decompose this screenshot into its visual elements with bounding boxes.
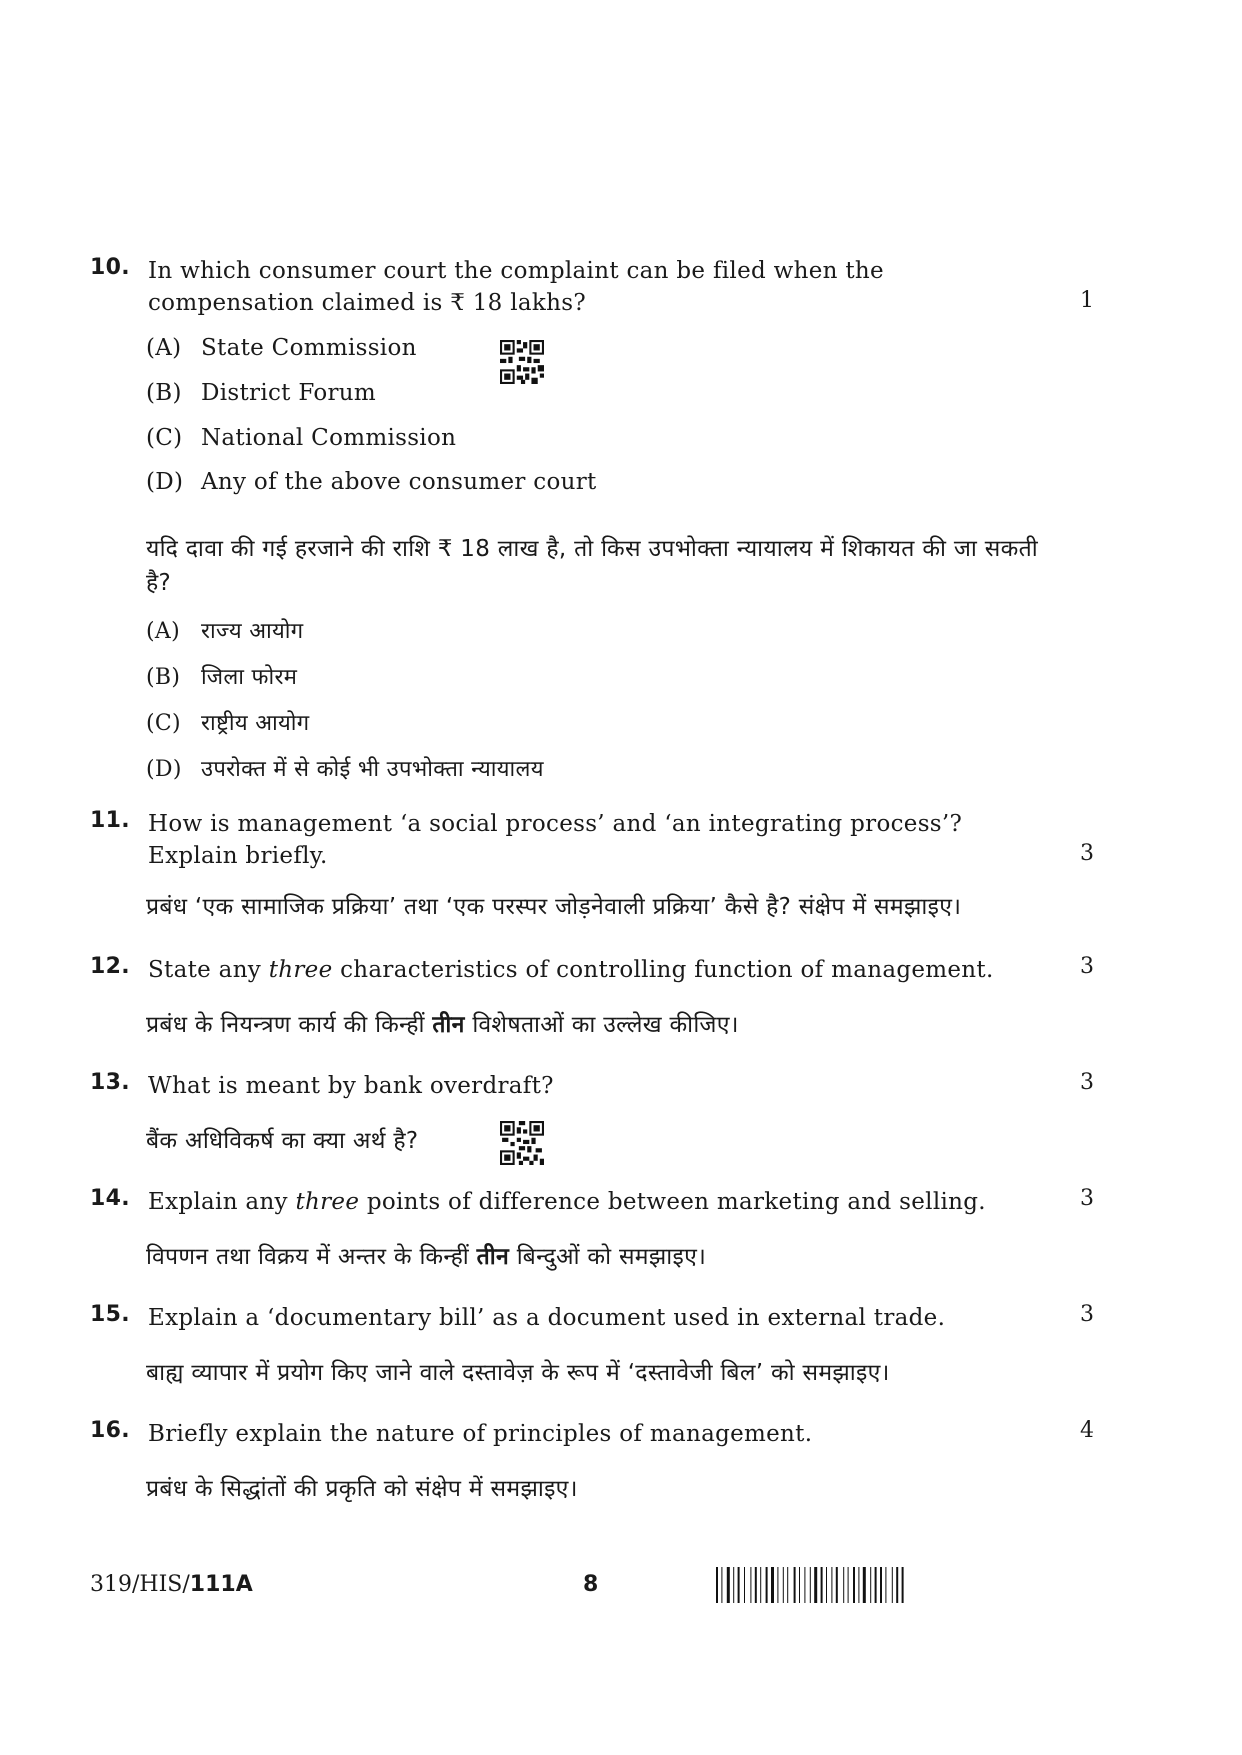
marks: 1	[1080, 288, 1095, 313]
qr-code-icon	[500, 340, 544, 384]
option-c-hindi: (C) राष्ट्रीय आयोग	[146, 711, 310, 736]
marks: 3	[1080, 954, 1095, 979]
question-text-hindi: प्रबंध ‘एक सामाजिक प्रक्रिया’ तथा ‘एक परस्पर जोड़नेवाली प्रक्रिया’ कैसे है? संक्षेप में समझाइए।	[146, 894, 962, 920]
option-a-hindi: (A) राज्य आयोग	[146, 619, 304, 644]
option-d: (D) Any of the above consumer court	[146, 469, 597, 495]
page-number: 8	[583, 1572, 599, 1597]
question-text: How is management ‘a social process’ and ‘an integrating process’? Explain briefly.	[148, 811, 963, 869]
question-text: Explain a ‘documentary bill’ as a document used in external trade.	[148, 1305, 946, 1331]
question-text-hindi: प्रबंध के नियन्त्रण कार्य की किन्हीं तीन विशेषताओं का उल्लेख कीजिए।	[146, 1012, 739, 1038]
option-b-hindi: (B) जिला फोरम	[146, 665, 298, 690]
option-d-hindi: (D) उपरोक्त में से कोई भी उपभोक्ता न्यायालय	[146, 757, 544, 782]
marks: 4	[1080, 1418, 1095, 1443]
paper-code: 319/HIS/111A	[90, 1572, 253, 1597]
question-text-hindi: प्रबंध के सिद्धांतों की प्रकृति को संक्षेप में समझाइए।	[146, 1476, 578, 1502]
question-text: State any three characteristics of controlling function of management.	[148, 957, 994, 983]
question-text: Explain any three points of difference between marketing and selling.	[148, 1189, 986, 1215]
option-c: (C) National Commission	[146, 425, 457, 451]
marks: 3	[1080, 841, 1095, 866]
question-text: In which consumer court the complaint can be filed when the compensation claimed is ₹ 18 lakhs?	[148, 258, 884, 316]
question-text: What is meant by bank overdraft?	[148, 1073, 554, 1099]
question-text-hindi: यदि दावा की गई हरजाने की राशि ₹ 18 लाख है, तो किस उपभोक्ता न्यायालय में शिकायत की जा सकती है?	[146, 536, 1038, 596]
marks: 3	[1080, 1302, 1095, 1327]
question-number: 12.	[90, 954, 130, 979]
question-text-hindi: विपणन तथा विक्रय में अन्तर के किन्हीं तीन बिन्दुओं को समझाइए।	[146, 1244, 707, 1270]
qr-code-icon	[500, 1121, 544, 1165]
question-number: 15.	[90, 1302, 130, 1327]
barcode-icon	[716, 1567, 992, 1603]
question-text-hindi: बाह्य व्यापार में प्रयोग किए जाने वाले दस्तावेज़ के रूप में ‘दस्तावेजी बिल’ को समझाइए।	[146, 1360, 890, 1386]
option-b: (B) District Forum	[146, 380, 376, 406]
question-number: 16.	[90, 1418, 130, 1443]
marks: 3	[1080, 1186, 1095, 1211]
question-number: 11.	[90, 808, 130, 833]
question-number: 14.	[90, 1186, 130, 1211]
marks: 3	[1080, 1070, 1095, 1095]
option-a: (A) State Commission	[146, 335, 417, 361]
question-text-hindi: बैंक अधिविकर्ष का क्या अर्थ है?	[146, 1128, 419, 1154]
question-number: 10.	[90, 255, 130, 280]
question-text: Briefly explain the nature of principles of management.	[148, 1421, 813, 1447]
question-number: 13.	[90, 1070, 130, 1095]
